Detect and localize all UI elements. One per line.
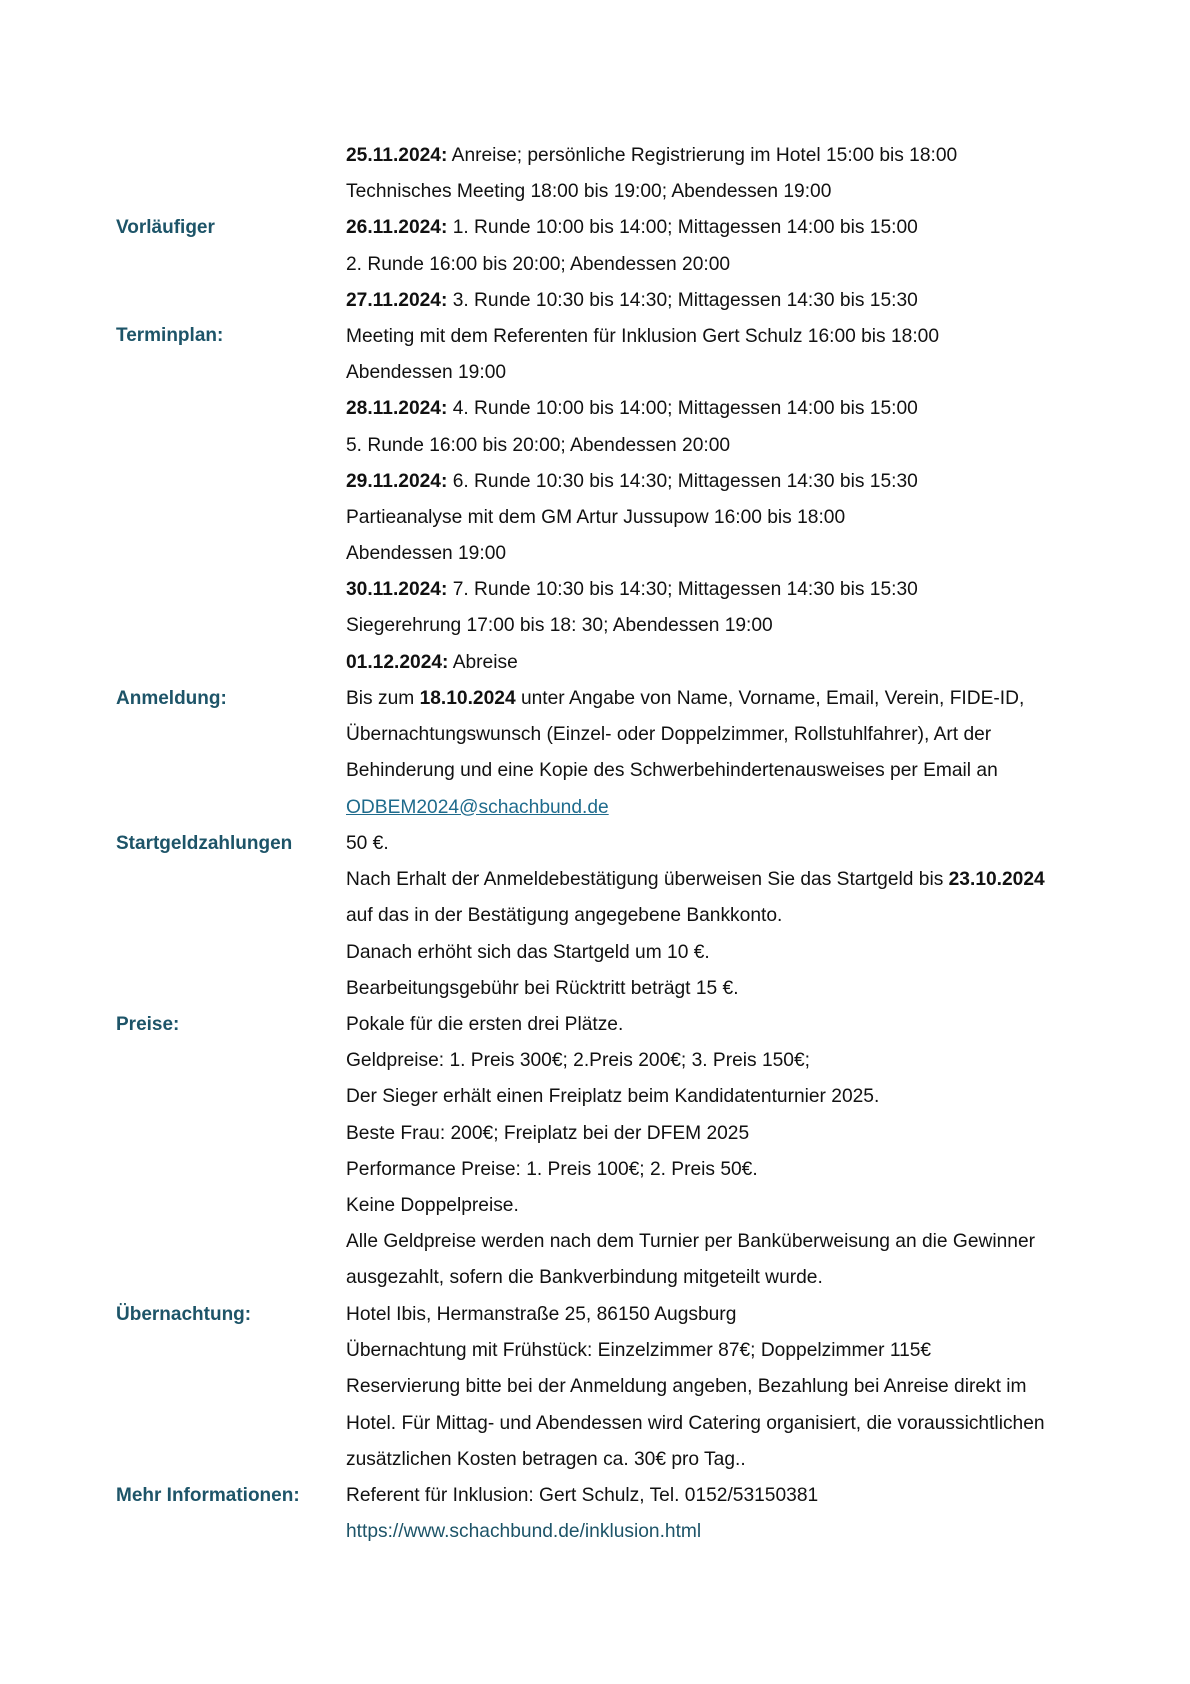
schedule-label-line1: Vorläufiger xyxy=(116,217,215,238)
prizes-line: Alle Geldpreise werden nach dem Turnier per Banküberweisung an die Gewinner xyxy=(346,1231,1036,1253)
schedule-lines xyxy=(346,138,1086,681)
prizes-lines xyxy=(346,1007,1086,1297)
prizes-line: Der Sieger erhält einen Freiplatz beim Kandidatenturnier 2025. xyxy=(346,1086,880,1108)
fees-line: Nach Erhalt der Anmeldebestätigung überweisen Sie das Startgeld bis 23.10.2024 xyxy=(346,869,1045,891)
accommodation-line: Reservierung bitte bei der Anmeldung angeben, Bezahlung bei Anreise direkt im xyxy=(346,1376,1027,1398)
prizes-line: Geldpreise: 1. Preis 300€; 2.Preis 200€; 3. Preis 150€; xyxy=(346,1050,810,1072)
more-info-url-link[interactable]: https://www.schachbund.de/inklusion.html xyxy=(346,1521,702,1543)
registration-line: Übernachtungswunsch (Einzel- oder Doppelzimmer, Rollstuhlfahrer), Art der xyxy=(346,724,992,746)
registration-email-link[interactable]: ODBEM2024@schachbund.de xyxy=(346,796,609,818)
registration-email-line xyxy=(346,790,1086,826)
more-info-url-line xyxy=(346,1514,1086,1550)
schedule-line: 27.11.2024: 3. Runde 10:30 bis 14:30; Mittagessen 14:30 bis 15:30 xyxy=(346,289,918,311)
prizes-line: Beste Frau: 200€; Freiplatz bei der DFEM 2025 xyxy=(346,1122,750,1144)
schedule-line: Siegerehrung 17:00 bis 18: 30; Abendessen 19:00 xyxy=(346,615,773,637)
schedule-line: Technisches Meeting 18:00 bis 19:00; Abendessen 19:00 xyxy=(346,181,832,203)
more-info-lines xyxy=(346,1478,1086,1550)
fees-line: auf das in der Bestätigung angegebene Bankkonto. xyxy=(346,905,783,927)
accommodation-line: Hotel Ibis, Hermanstraße 25, 86150 Augsburg xyxy=(346,1304,737,1325)
prizes-label: Preise: xyxy=(116,1014,180,1035)
fees-label: Startgeldzahlungen xyxy=(116,833,293,854)
more-info-line: Referent für Inklusion: Gert Schulz, Tel. 0152/53150381 xyxy=(346,1485,819,1506)
schedule-line: Meeting mit dem Referenten für Inklusion Gert Schulz 16:00 bis 18:00 xyxy=(346,325,939,347)
schedule-line: 2. Runde 16:00 bis 20:00; Abendessen 20:00 xyxy=(346,253,731,275)
fees-line: Bearbeitungsgebühr bei Rücktritt beträgt 15 €. xyxy=(346,977,739,999)
prizes-line: Keine Doppelpreise. xyxy=(346,1194,519,1216)
fees-line: 50 €. xyxy=(346,833,389,854)
schedule-line: Abendessen 19:00 xyxy=(346,543,507,565)
accommodation-label: Übernachtung: xyxy=(116,1304,252,1325)
schedule-line: 5. Runde 16:00 bis 20:00; Abendessen 20:00 xyxy=(346,434,731,456)
schedule-line: Abendessen 19:00 xyxy=(346,362,507,384)
fees-line: Danach erhöht sich das Startgeld um 10 €. xyxy=(346,941,710,963)
registration-line: Bis zum 18.10.2024 unter Angabe von Name, Vorname, Email, Verein, FIDE-ID, xyxy=(346,688,1025,709)
prizes-line: Pokale für die ersten drei Plätze. xyxy=(346,1014,624,1035)
schedule-line: 26.11.2024: 1. Runde 10:00 bis 14:00; Mittagessen 14:00 bis 15:00 xyxy=(346,217,918,239)
registration-label: Anmeldung: xyxy=(116,688,227,709)
schedule-line: 30.11.2024: 7. Runde 10:30 bis 14:30; Mittagessen 14:30 bis 15:30 xyxy=(346,579,918,601)
more-info-label: Mehr Informationen: xyxy=(116,1485,300,1506)
prizes-line: ausgezahlt, sofern die Bankverbindung mitgeteilt wurde. xyxy=(346,1267,823,1289)
schedule-line: 01.12.2024: Abreise xyxy=(346,651,518,673)
accommodation-lines xyxy=(346,1297,1086,1478)
registration-lines xyxy=(346,681,1086,826)
schedule-line: 28.11.2024: 4. Runde 10:00 bis 14:00; Mittagessen 14:00 bis 15:00 xyxy=(346,398,918,420)
prizes-line: Performance Preise: 1. Preis 100€; 2. Preis 50€. xyxy=(346,1158,758,1180)
accommodation-line: Übernachtung mit Frühstück: Einzelzimmer 87€; Doppelzimmer 115€ xyxy=(346,1340,932,1362)
schedule-line: 29.11.2024: 6. Runde 10:30 bis 14:30; Mittagessen 14:30 bis 15:30 xyxy=(346,470,918,492)
schedule-line: 25.11.2024: Anreise; persönliche Registrierung im Hotel 15:00 bis 18:00 xyxy=(346,145,958,166)
fees-lines xyxy=(346,826,1086,1007)
schedule-line: Partieanalyse mit dem GM Artur Jussupow 16:00 bis 18:00 xyxy=(346,506,846,528)
accommodation-line: Hotel. Für Mittag- und Abendessen wird Catering organisiert, die voraussichtlichen xyxy=(346,1412,1045,1434)
schedule-label-line2: Terminplan: xyxy=(116,325,224,346)
schedule-label xyxy=(116,138,223,426)
accommodation-line: zusätzlichen Kosten betragen ca. 30€ pro Tag.. xyxy=(346,1448,746,1470)
registration-line: Behinderung und eine Kopie des Schwerbehindertenausweises per Email an xyxy=(346,760,998,782)
